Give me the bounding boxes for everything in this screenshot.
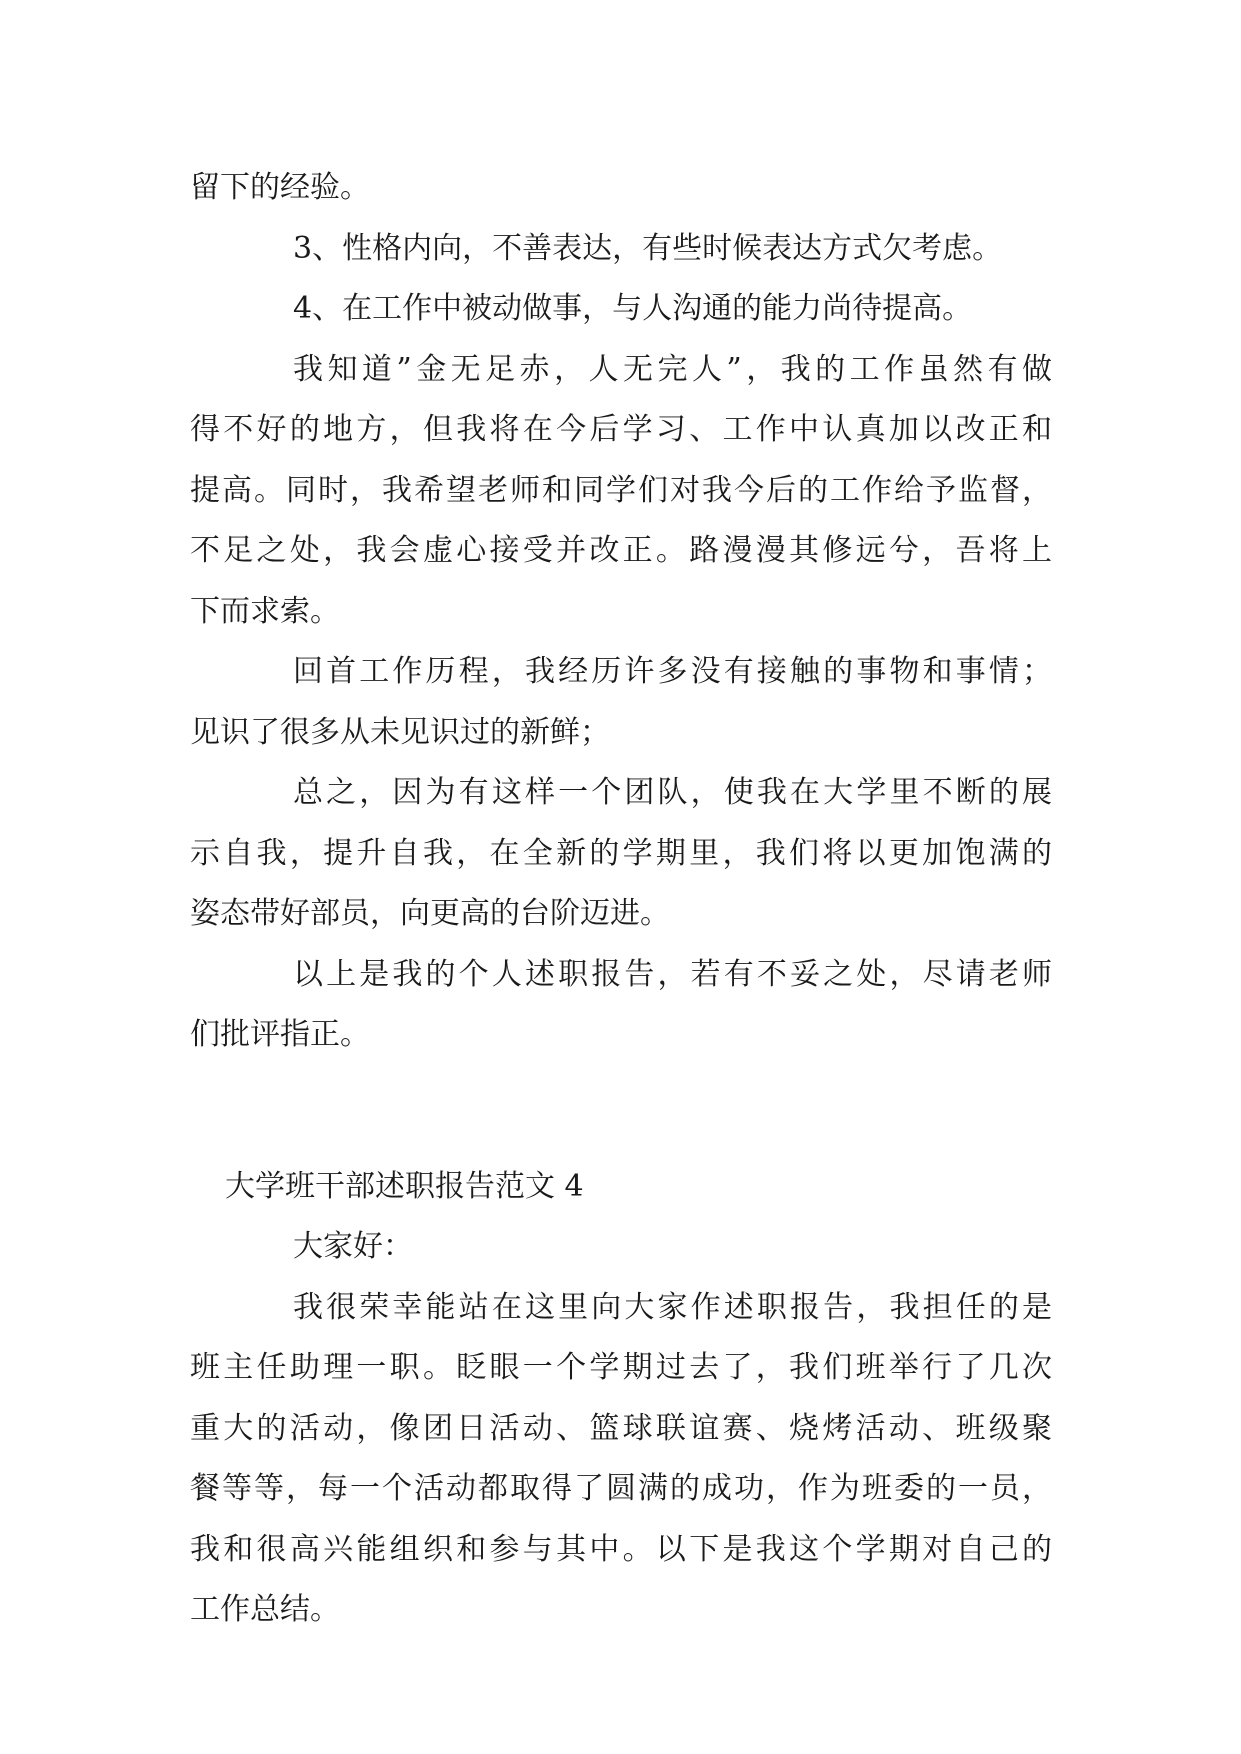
text-line: 们批评指正。 (190, 1017, 370, 1052)
greeting-line: 大家好： (293, 1229, 413, 1264)
text-line: 得不好的地方，但我将在今后学习、工作中认真加以改正和 (190, 412, 1052, 447)
text-line: 留下的经验。 (190, 170, 370, 205)
text-line: 我和很高兴能组织和参与其中。以下是我这个学期对自己的 (190, 1531, 1052, 1567)
text-line: 提高。同时，我希望老师和同学们对我今后的工作给予监督， (190, 472, 1052, 508)
text-line: 重大的活动，像团日活动、篮球联谊赛、烧烤活动、班级聚 (190, 1410, 1052, 1446)
text-line: 4、在工作中被动做事，与人沟通的能力尚待提高。 (293, 291, 973, 326)
text-line: 3、性格内向，不善表达，有些时候表达方式欠考虑。 (293, 230, 1003, 266)
section-gap (190, 1066, 1052, 1157)
text-line: 示自我，提升自我，在全新的学期里，我们将以更加饱满的 (190, 835, 1052, 871)
text-line: 以上是我的个人述职报告，若有不妥之处，尽请老师 (293, 956, 1052, 992)
section-title: 大学班干部述职报告范文 4 (225, 1168, 584, 1204)
text-line: 我很荣幸能站在这里向大家作述职报告，我担任的是 (293, 1289, 1052, 1325)
text-line: 我知道”金无足赤，人无完人”，我的工作虽然有做 (293, 351, 1052, 387)
section-body (190, 1217, 1052, 1641)
text-line: 不足之处，我会虚心接受并改正。路漫漫其修远兮，吾将上 (190, 533, 1052, 568)
text-line: 工作总结。 (190, 1592, 340, 1627)
text-line: 姿态带好部员，向更高的台阶迈进。 (190, 896, 670, 931)
text-line: 见识了很多从未见识过的新鲜； (190, 714, 610, 750)
text-line: 总之，因为有这样一个团队，使我在大学里不断的展 (293, 775, 1052, 810)
text-line: 下而求索。 (190, 593, 340, 629)
text-line: 餐等等，每一个活动都取得了圆满的成功，作为班委的一员， (190, 1471, 1052, 1506)
text-line: 回首工作历程，我经历许多没有接触的事物和事情； (293, 654, 1052, 689)
previous-section-body (190, 158, 1052, 1066)
text-line: 班主任助理一职。眨眼一个学期过去了，我们班举行了几次 (190, 1350, 1052, 1385)
document-page (190, 158, 1052, 1641)
